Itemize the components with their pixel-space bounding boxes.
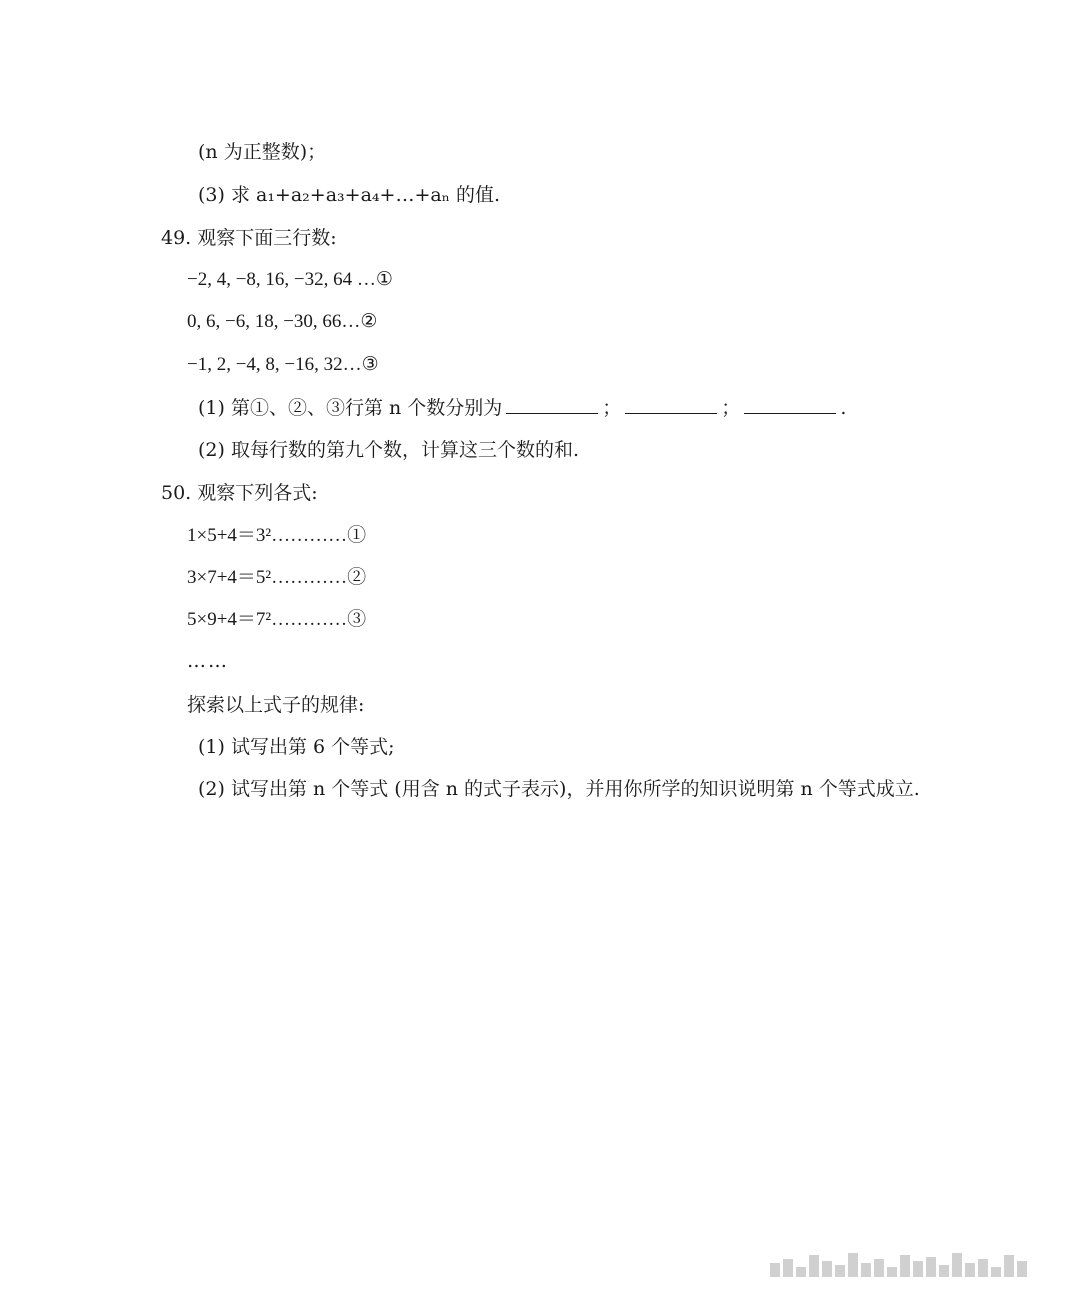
separator: ； (602, 397, 622, 419)
answer-blank-1[interactable] (506, 397, 598, 414)
condition-text: (n 为正整数)； (198, 141, 327, 163)
explore-prompt: 探索以上式子的规律: (187, 694, 365, 716)
q49-part2: (2) 取每行数的第九个数，计算这三个数的和. (198, 439, 579, 461)
period: . (840, 397, 847, 419)
scan-artifact-strip (770, 1249, 1060, 1277)
sequence-row-1: −2, 4, −8, 16, −32, 64 …① (187, 269, 393, 290)
equation-1: 1×5+4＝3²…………① (187, 525, 367, 546)
q50-part2: (2) 试写出第 n 个等式 (用含 n 的式子表示)，并用你所学的知识说明第 n 个等式成立. (198, 778, 920, 800)
q48-part3: (3) 求 a₁+a₂+a₃+a₄+…+aₙ 的值. (198, 184, 500, 206)
q50-part1: (1) 试写出第 6 个等式; (198, 736, 395, 758)
q49-part1-prefix: (1) 第①、②、③行第 n 个数分别为 (198, 397, 503, 419)
equation-2: 3×7+4＝5²…………② (187, 567, 367, 588)
continuation-dots: …… (187, 650, 229, 672)
separator: ； (721, 397, 741, 419)
q49-part1 (198, 396, 846, 420)
sequence-row-3: −1, 2, −4, 8, −16, 32…③ (187, 354, 379, 375)
q49-title: 49. 观察下面三行数: (161, 227, 337, 249)
sequence-row-2: 0, 6, −6, 18, −30, 66…② (187, 311, 378, 332)
equation-3: 5×9+4＝7²…………③ (187, 609, 367, 630)
answer-blank-3[interactable] (744, 397, 836, 414)
answer-blank-2[interactable] (625, 397, 717, 414)
q50-title: 50. 观察下列各式: (161, 482, 318, 504)
